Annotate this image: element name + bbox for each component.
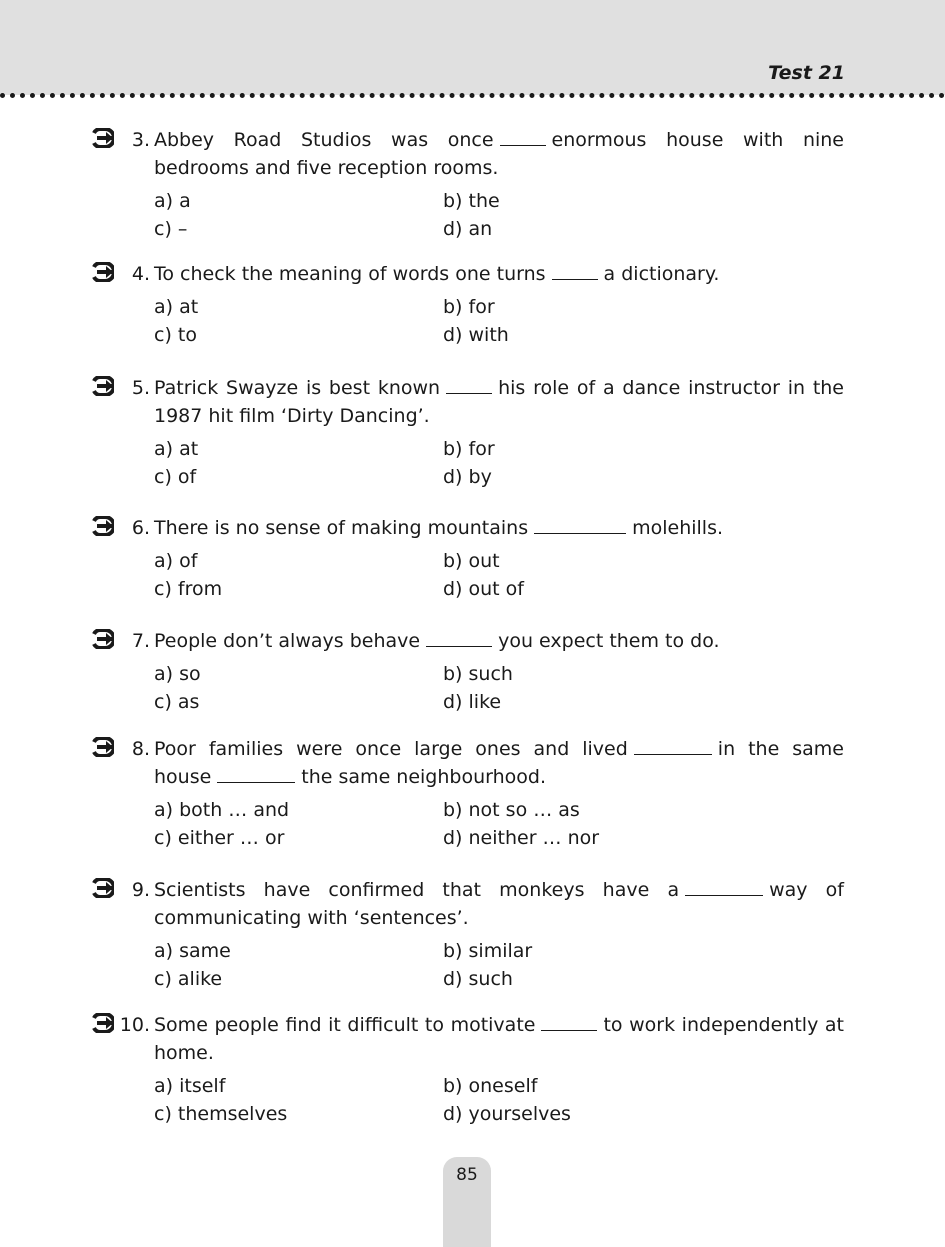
question-number: 6. — [131, 517, 150, 539]
answer-options — [154, 937, 844, 993]
answer-blank — [552, 261, 598, 280]
question-text: To check the meaning of words one turns a dictionary. — [154, 263, 720, 285]
answer-blank — [541, 1012, 597, 1031]
option-a: a) of — [154, 550, 198, 572]
option-a: a) same — [154, 940, 231, 962]
option-b: b) out — [443, 550, 500, 572]
question-number: 10. — [119, 1014, 150, 1036]
option-c: c) – — [154, 218, 188, 240]
question-text: Scientists have confirmed that monkeys have a way of communicating with ‘sentences’. — [154, 879, 844, 929]
answer-options — [154, 435, 844, 491]
arrow-bullet-icon — [90, 1013, 114, 1033]
option-c: c) either … or — [154, 827, 285, 849]
question-number: 8. — [131, 738, 150, 760]
option-a: a) at — [154, 438, 199, 460]
answer-options — [154, 187, 844, 243]
arrow-bullet-icon — [90, 376, 114, 396]
option-a: a) both … and — [154, 799, 290, 821]
answer-blank — [500, 127, 546, 146]
option-b: b) the — [443, 190, 500, 212]
option-c: c) of — [154, 466, 197, 488]
answer-blank — [217, 764, 295, 783]
test-title: Test 21 — [768, 62, 845, 84]
question-number: 9. — [131, 879, 150, 901]
answer-options — [154, 660, 844, 716]
option-d: d) by — [443, 466, 492, 488]
option-c: c) from — [154, 578, 223, 600]
answer-blank — [426, 628, 492, 647]
question-number: 7. — [131, 630, 150, 652]
question-text: Poor families were once large ones and lived in the same house the same neighbourhood. — [154, 738, 844, 788]
answer-blank — [634, 736, 712, 755]
option-b: b) not so … as — [443, 799, 580, 821]
option-a: a) itself — [154, 1075, 226, 1097]
option-a: a) a — [154, 190, 191, 212]
arrow-bullet-icon — [90, 262, 114, 282]
answer-blank — [685, 877, 763, 896]
arrow-bullet-icon — [90, 737, 114, 757]
option-b: b) such — [443, 663, 513, 685]
option-d: d) with — [443, 324, 509, 346]
option-a: a) at — [154, 296, 199, 318]
arrow-bullet-icon — [90, 878, 114, 898]
question-number: 5. — [131, 377, 150, 399]
answer-blank — [446, 375, 492, 394]
option-c: c) alike — [154, 968, 223, 990]
option-d: d) out of — [443, 578, 524, 600]
option-d: d) such — [443, 968, 513, 990]
option-d: d) like — [443, 691, 502, 713]
option-d: d) neither … nor — [443, 827, 600, 849]
question-number: 4. — [131, 263, 150, 285]
option-b: b) for — [443, 438, 495, 460]
option-b: b) for — [443, 296, 495, 318]
page-number: 85 — [456, 1165, 478, 1185]
answer-options — [154, 293, 844, 349]
question-text: There is no sense of making mountains molehills. — [154, 517, 724, 539]
answer-options — [154, 796, 844, 852]
arrow-bullet-icon — [90, 629, 114, 649]
option-b: b) oneself — [443, 1075, 538, 1097]
option-c: c) as — [154, 691, 200, 713]
answer-options — [154, 1072, 844, 1128]
question-text: Patrick Swayze is best known his role of a dance instructor in the 1987 hit film ‘Dirty Dancing’. — [154, 377, 844, 427]
header-divider — [0, 93, 945, 98]
question-text: Some people find it difficult to motivate to work independently at home. — [154, 1014, 844, 1064]
option-c: c) to — [154, 324, 197, 346]
option-a: a) so — [154, 663, 201, 685]
arrow-bullet-icon — [90, 516, 114, 536]
question-text: People don’t always behave you expect them to do. — [154, 630, 720, 652]
option-c: c) themselves — [154, 1103, 288, 1125]
answer-options — [154, 547, 844, 603]
option-d: d) yourselves — [443, 1103, 571, 1125]
option-d: d) an — [443, 218, 493, 240]
option-b: b) similar — [443, 940, 533, 962]
question-number: 3. — [131, 129, 150, 151]
question-text: Abbey Road Studios was once enormous house with nine bedrooms and five reception rooms. — [154, 129, 844, 179]
arrow-bullet-icon — [90, 128, 114, 148]
answer-blank — [534, 515, 626, 534]
